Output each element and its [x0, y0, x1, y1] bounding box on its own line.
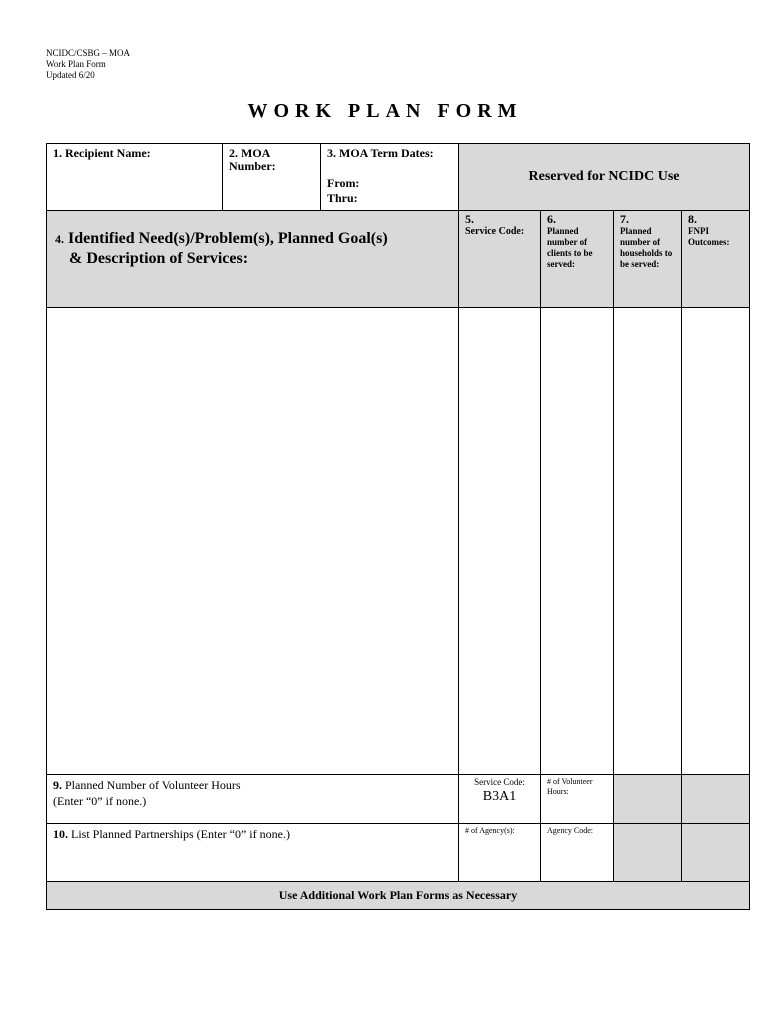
moa-term-dates-label: 3. MOA Term Dates: [327, 146, 434, 160]
col6-number: 6. [547, 212, 556, 226]
volunteer-hours-field[interactable] [541, 775, 614, 824]
fnpi-outcomes-entry[interactable] [682, 308, 749, 775]
service-code-label: Service Code: [474, 777, 525, 787]
recipient-name-field[interactable] [47, 144, 223, 211]
footer-note-bar [47, 882, 749, 909]
work-plan-table [46, 143, 750, 910]
row9-sub: (Enter “0” if none.) [53, 794, 147, 808]
col6-label: Planned number of clients to be served: [547, 226, 593, 269]
planned-households-entry[interactable] [614, 308, 682, 775]
fnpi-outcomes-header [682, 211, 749, 308]
col5-number: 5. [465, 212, 474, 226]
agencies-count-label: # of Agency(s): [465, 826, 515, 835]
need-number: 4. [55, 232, 64, 246]
from-label: From: [327, 176, 360, 190]
moa-term-dates-field[interactable] [321, 144, 459, 211]
planned-households-header [614, 211, 682, 308]
need-description-entry[interactable] [47, 308, 459, 775]
agency-code-field[interactable] [541, 824, 614, 882]
planned-clients-entry[interactable] [541, 308, 614, 775]
planned-clients-header [541, 211, 614, 308]
service-code-header [459, 211, 541, 308]
reserved-label: Reserved for NCIDC Use [528, 169, 680, 184]
row10-shaded-cell-2 [682, 824, 749, 882]
row9-shaded-cell-2 [682, 775, 749, 824]
row10-label: List Planned Partnerships (Enter “0” if none.) [71, 827, 290, 841]
service-code-value: B3A1 [482, 789, 517, 804]
volunteer-service-code [459, 775, 541, 824]
thru-label: Thru: [327, 191, 358, 205]
partnerships-field[interactable] [47, 824, 459, 882]
page-title: WORK PLAN FORM [247, 100, 523, 122]
form-updated-line: Updated 6/20 [46, 70, 95, 80]
need-description-header [47, 211, 459, 308]
moa-number-label-line2: Number: [229, 159, 276, 173]
service-code-entry[interactable] [459, 308, 541, 775]
row9-label: Planned Number of Volunteer Hours [65, 778, 241, 792]
col5-label: Service Code: [465, 226, 525, 237]
need-title-line1: Identified Need(s)/Problem(s), Planned Goal(s) [68, 230, 388, 247]
moa-number-field[interactable] [223, 144, 321, 211]
row9-shaded-cell-1 [614, 775, 682, 824]
need-title-line2: & Description of Services: [69, 250, 249, 267]
agency-code-label: Agency Code: [547, 826, 593, 835]
row9-number: 9. [53, 778, 62, 792]
moa-number-label-line1: 2. MOA [229, 146, 271, 160]
footer-note: Use Additional Work Plan Forms as Necessary [278, 888, 518, 902]
reserved-ncidc-use [459, 144, 749, 211]
volunteer-hours-row-label [47, 775, 459, 824]
col7-number: 7. [620, 212, 629, 226]
col7-label: Planned number of households to be served: [620, 226, 673, 269]
volunteer-hours-label: # of Volunteer Hours: [547, 777, 593, 796]
col8-label: FNPI Outcomes: [688, 226, 730, 247]
form-name-line: Work Plan Form [46, 59, 106, 69]
form-identifier [46, 48, 130, 81]
col8-number: 8. [688, 212, 697, 226]
recipient-name-label: 1. Recipient Name: [53, 146, 151, 160]
row10-shaded-cell-1 [614, 824, 682, 882]
row10-number: 10. [53, 827, 68, 841]
agencies-count-field[interactable] [459, 824, 541, 882]
form-id-line: NCIDC/CSBG – MOA [46, 48, 131, 58]
